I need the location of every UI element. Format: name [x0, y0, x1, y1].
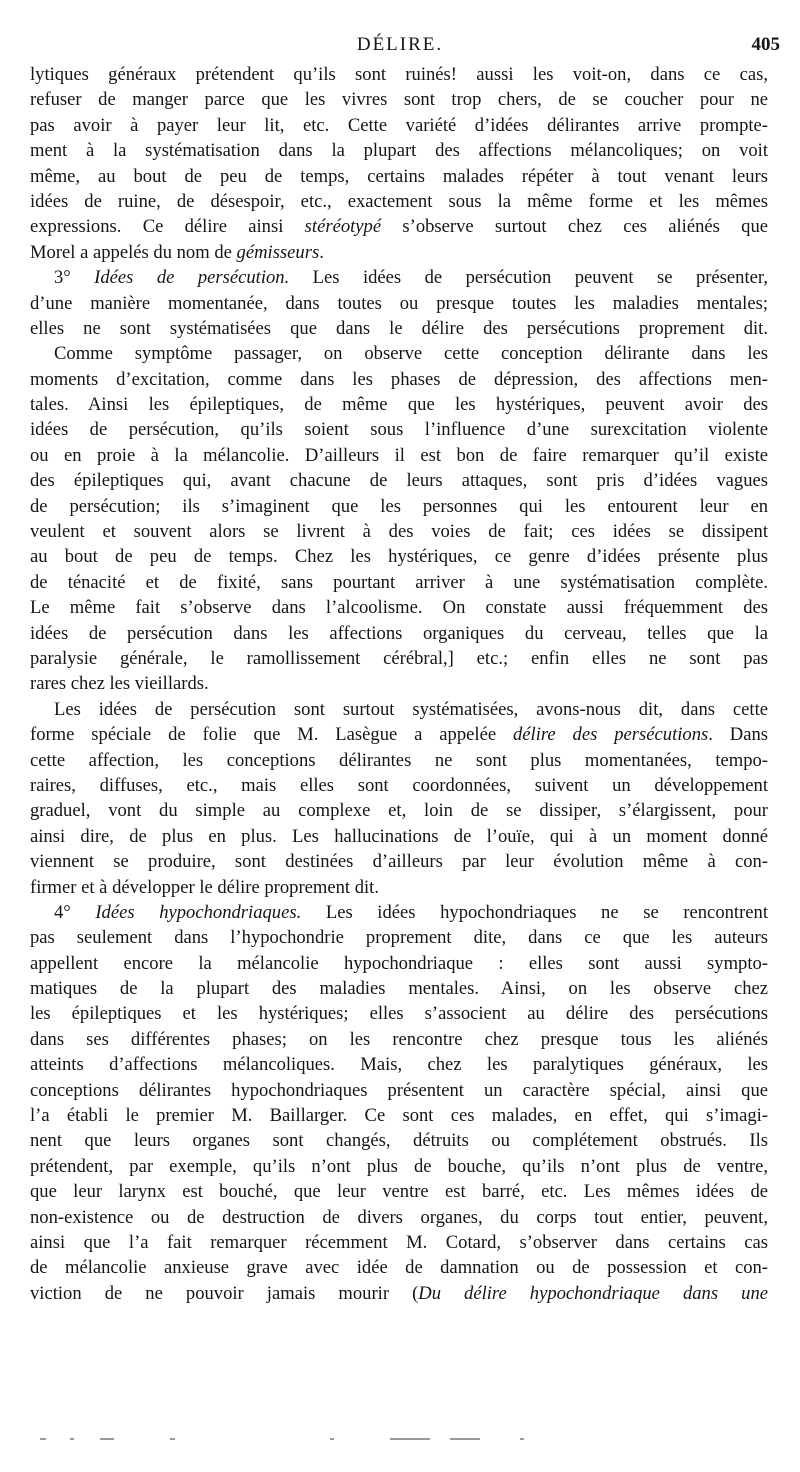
text-line: idées de persécution, qu’ils soient sous l’influence d’une surexcitation violente — [30, 419, 768, 441]
page-number: 405 — [751, 34, 780, 55]
text-line: paralysie générale, le ramollissement cérébral,] etc.; enfin elles ne sont pas — [30, 647, 768, 669]
text-line: raires, diffuses, etc., mais elles sont coordonnées, suivent un développement — [30, 774, 768, 796]
section-heading-line — [30, 900, 768, 925]
text-line: elles ne sont systématisées que dans le délire des persécutions proprement dit. — [30, 317, 768, 339]
text-line: veulent et souvent alors se livrent à des voies de fait; ces idées se dissipent — [30, 521, 768, 543]
text-line — [30, 1281, 768, 1306]
bottom-scan-marks — [30, 1436, 770, 1442]
text-line: l’a établi le premier M. Baillarger. Ce sont ces malades, en effet, qui s’imagi- — [30, 1105, 768, 1127]
text-run: viction de ne pouvoir jamais mourir ( — [30, 1282, 419, 1304]
scan-mark — [170, 1438, 175, 1440]
text-line: firmer et à développer le délire proprement dit. — [30, 876, 379, 898]
section-number: 4° — [54, 901, 96, 923]
section-title: Idées de persécution. — [94, 267, 290, 289]
scan-mark — [390, 1438, 430, 1440]
text-line: même, au bout de peu de temps, certains malades répéter à tout venant leurs — [30, 165, 768, 187]
text-line: viennent se produire, sont destinées d’ailleurs par leur évolution même à con- — [30, 851, 768, 873]
scan-mark — [450, 1438, 480, 1440]
text-line: des épileptiques qui, avant chacune de leurs attaques, sont pris d’idées vagues — [30, 470, 768, 492]
text-line: refuser de manger parce que les vivres sont trop chers, de se coucher pour ne — [30, 89, 768, 111]
text-line: appellent encore la mélancolie hypochondriaque : elles sont aussi sympto- — [30, 952, 768, 974]
text-line: au bout de peu de temps. Chez les hystériques, ce genre d’idées présente plus — [30, 546, 768, 568]
text-line: pas seulement dans l’hypochondrie proprement dite, dans ce que les auteurs — [30, 927, 768, 949]
text-line: dans ses différentes phases; on les rencontre chez presque tous les aliénés — [30, 1028, 768, 1050]
text-run: Les idées de persécution peuvent se présenter, — [312, 267, 768, 289]
text-line: atteints d’affections mélancoliques. Mais, chez les paralytiques généraux, les — [30, 1054, 768, 1076]
text-line: non-existence ou de destruction de divers organes, du corps tout entier, peuvent, — [30, 1206, 768, 1228]
text-line: cette affection, les conceptions délirantes ne sont plus momentanées, tempo- — [30, 749, 768, 771]
text-line: Les idées de persécution sont surtout systématisées, avons-nous dit, dans cette — [54, 698, 768, 720]
text-line: que leur larynx est bouché, que leur ventre est barré, etc. Les mêmes idées de — [30, 1181, 768, 1203]
section-title: Idées hypochondriaques. — [95, 901, 302, 923]
text-line: d’une manière momentanée, dans toutes ou presque toutes les maladies mentales; — [30, 292, 768, 314]
scan-mark — [40, 1438, 46, 1440]
scan-mark — [330, 1438, 334, 1440]
text-line: lytiques généraux prétendent qu’ils sont ruinés! aussi les voit-on, dans ce cas, — [30, 64, 768, 85]
text-line: ment à la systématisation dans la plupart des affections mélancoliques; on voit — [30, 140, 768, 162]
text-line: nent que leurs organes sont changés, détruits ou complétement obstrués. Ils — [30, 1130, 768, 1152]
text-line: de ténacité et de fixité, sans pourtant arriver à une systématisation complète. — [30, 571, 768, 593]
scan-mark — [70, 1438, 74, 1440]
text-run: expressions. Ce délire ainsi — [30, 216, 284, 238]
italic-term: délire des persécutions — [512, 724, 709, 746]
text-line: idées de ruine, de désespoir, etc., exactement sous la même forme et les mêmes — [30, 190, 768, 212]
text-line: Comme symptôme passager, on observe cette conception délirante dans les — [54, 343, 768, 365]
text-line — [30, 214, 768, 239]
text-line: pas avoir à payer leur lit, etc. Cette variété d’idées délirantes arrive prompte- — [30, 114, 768, 136]
text-line — [30, 722, 768, 747]
text-line — [30, 240, 768, 265]
text-line: graduel, vont du simple au complexe et, loin de se dissiper, s’élargissent, pour — [30, 800, 768, 822]
text-line: de persécution; ils s’imaginent que les personnes qui les entourent leur en — [30, 495, 768, 517]
text-run: Morel a appelés du nom de — [30, 241, 232, 263]
text-line: Le même fait s’observe dans l’alcoolisme. On constate aussi fréquemment des — [30, 597, 768, 619]
text-run: forme spéciale de folie que M. Lasègue a appelée — [30, 724, 497, 746]
text-line: idées de persécution dans les affections organiques du cerveau, telles que la — [30, 622, 768, 644]
body-text — [30, 62, 768, 1306]
text-line: prétendent, par exemple, qu’ils n’ont plus de bouche, qu’ils n’ont plus de ventre, — [30, 1155, 768, 1177]
text-line: les épileptiques et les hystériques; elles s’associent au délire des persécutions — [30, 1003, 768, 1025]
text-run: s’observe surtout chez ces aliénés que — [402, 216, 768, 238]
text-line: tales. Ainsi les épileptiques, de même que les hystériques, peuvent avoir des — [30, 394, 768, 416]
text-line: rares chez les vieillards. — [30, 673, 209, 695]
text-run: Les idées hypochondriaques ne se rencontrent — [325, 901, 768, 923]
text-line: ainsi que l’a fait remarquer récemment M. Cotard, s’observer dans certains cas — [30, 1231, 768, 1253]
italic-citation: Du délire hypochondriaque dans une — [418, 1282, 768, 1304]
section-number: 3° — [54, 267, 95, 289]
text-line: ainsi dire, de plus en plus. Les hallucinations de l’ouïe, qui à un moment donné — [30, 825, 768, 847]
text-line: matiques de la plupart des maladies mentales. Ainsi, on les observe chez — [30, 978, 768, 1000]
scan-mark — [520, 1438, 524, 1440]
running-title: DÉLIRE. — [356, 34, 444, 55]
italic-term: gémisseurs — [236, 241, 320, 263]
text-line: de mélancolie anxieuse grave avec idée de damnation ou de possession et con- — [30, 1257, 768, 1279]
text-line: conceptions délirantes hypochondriaques présentent un caractère spécial, ainsi que — [30, 1079, 768, 1101]
text-run: . Dans — [708, 724, 768, 746]
scan-mark — [100, 1438, 114, 1440]
text-run: . — [319, 241, 324, 263]
text-line: moments d’excitation, comme dans les phases de dépression, des affections men- — [30, 368, 768, 390]
section-heading-line — [30, 265, 768, 290]
italic-term: stéréotypé — [304, 216, 382, 238]
text-line: ou en proie à la mélancolie. D’ailleurs il est bon de faire remarquer qu’il existe — [30, 444, 768, 466]
running-head — [20, 34, 780, 58]
